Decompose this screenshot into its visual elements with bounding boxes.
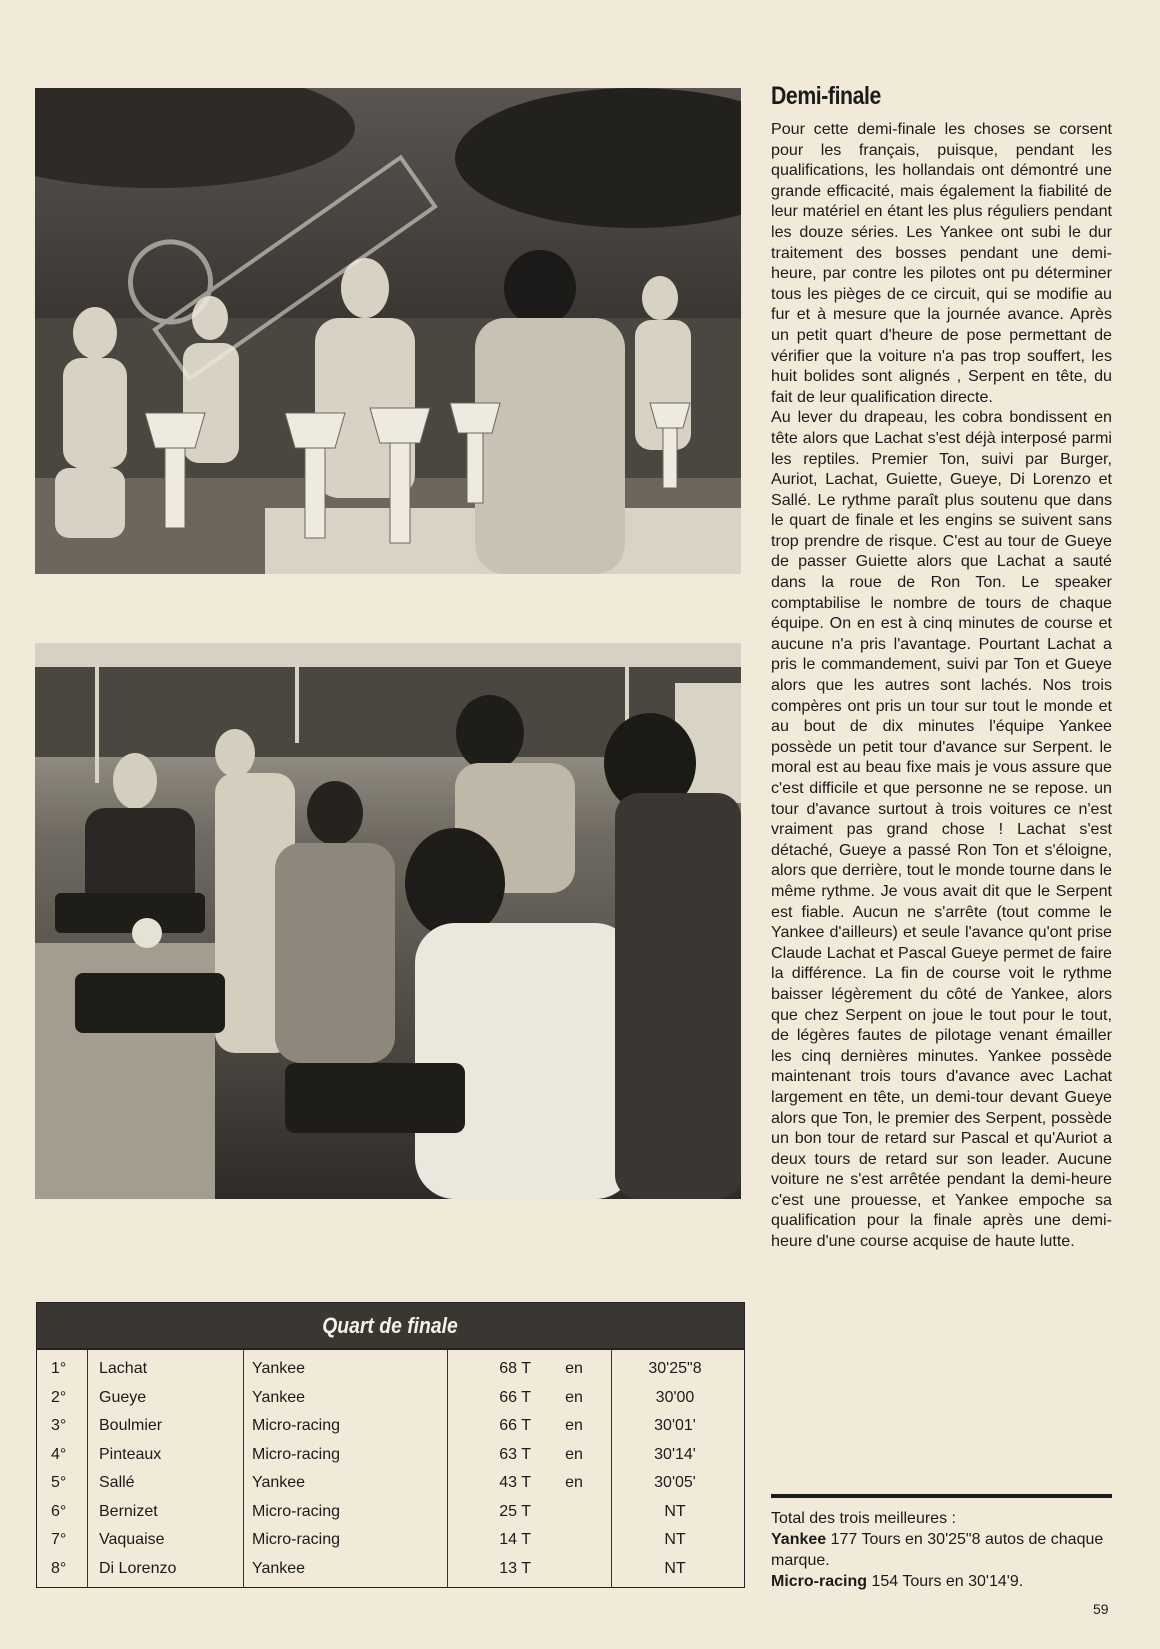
table-row	[37, 1471, 744, 1497]
pilot-cell: Vaquaise	[99, 1531, 165, 1548]
totals-micro-label: Micro-racing	[771, 1573, 868, 1590]
totals-yankee-label: Yankee	[771, 1531, 827, 1548]
time-cell: 30'25"8	[648, 1360, 702, 1377]
pilot-cell: Gueye	[99, 1388, 147, 1406]
laps-cell: 66 T	[499, 1388, 531, 1406]
results-table	[36, 1302, 745, 1588]
position-cell: 6°	[51, 1502, 67, 1520]
pilot-cell: Bernizet	[99, 1502, 158, 1520]
team-cell: Micro-racing	[252, 1531, 341, 1548]
table-row	[37, 1557, 744, 1583]
team-cell: Yankee	[252, 1360, 306, 1377]
team-cell: Micro-racing	[252, 1502, 341, 1520]
laps-cell: 25 T	[499, 1502, 531, 1520]
team-cell: Micro-racing	[252, 1445, 341, 1463]
results-table-body	[37, 1350, 744, 1587]
pilot-cell: Lachat	[99, 1360, 148, 1377]
time-cell: 30'00	[655, 1388, 695, 1406]
en-cell: en	[565, 1388, 583, 1406]
time-cell: NT	[664, 1531, 686, 1548]
pilot-cell: Sallé	[99, 1474, 135, 1491]
table-row	[37, 1500, 744, 1526]
article-column	[771, 82, 1112, 1252]
table-row	[37, 1443, 744, 1469]
article-heading: Demi-finale	[771, 82, 881, 110]
position-cell: 7°	[51, 1531, 67, 1548]
time-cell: NT	[664, 1502, 686, 1520]
table-row	[37, 1357, 744, 1383]
table-row	[37, 1528, 744, 1554]
results-table-title: Quart de finale	[322, 1312, 459, 1338]
en-cell: en	[565, 1417, 583, 1434]
laps-cell: 43 T	[499, 1474, 531, 1491]
time-cell: 30'05'	[654, 1474, 696, 1491]
team-cell: Yankee	[252, 1388, 306, 1406]
pilot-cell: Di Lorenzo	[99, 1559, 177, 1577]
laps-cell: 63 T	[499, 1445, 531, 1463]
team-cell: Micro-racing	[252, 1417, 341, 1434]
position-cell: 1°	[51, 1360, 67, 1377]
pit-area-photo	[35, 643, 741, 1199]
position-cell: 5°	[51, 1474, 67, 1491]
pilot-cell: Pinteaux	[99, 1445, 162, 1463]
results-table-header	[37, 1303, 744, 1350]
pilot-cell: Boulmier	[99, 1417, 163, 1434]
totals-yankee-text: 177 Tours en 30'25"8 autos de chaque marque.	[771, 1531, 1104, 1569]
team-cell: Yankee	[252, 1474, 306, 1491]
position-cell: 3°	[51, 1417, 67, 1434]
time-cell: 30'14'	[654, 1445, 696, 1463]
position-cell: 2°	[51, 1388, 67, 1406]
totals-micro	[771, 1571, 1116, 1592]
section-rule	[771, 1494, 1112, 1498]
totals-box	[771, 1508, 1116, 1592]
time-cell: 30'01'	[654, 1417, 696, 1434]
totals-intro: Total des trois meilleures :	[771, 1510, 956, 1527]
en-cell: en	[565, 1445, 583, 1463]
table-row	[37, 1386, 744, 1412]
laps-cell: 13 T	[499, 1559, 531, 1577]
laps-cell: 66 T	[499, 1417, 531, 1434]
position-cell: 4°	[51, 1445, 67, 1463]
totals-yankee	[771, 1529, 1116, 1571]
laps-cell: 68 T	[499, 1360, 531, 1377]
article-paragraph: Au lever du drapeau, les cobra bondissent en tête alors que Lachat s'est déjà interposé parmi les reptiles. Premier Ton, suivi par Burger, Auriot, Lachat, Guiette, Gueye, Di Lorenzo et Sallé. Le rythme paraît plus soutenu que dans le quart de finale et les engins se suivent sans trop prendre de risque. C'est au tour de Gueye de passer Guiette alors que Lachat a sauté dans la roue de Ron Ton. Le speaker comptabilise le nombre de tours de chaque équipe. On en est à cinq minutes de course et aucune n'a pris l'avantage. Pourtant Lachat a pris le commandement, suivi par Ton et Gueye alors que les autres sont lachés. Nos trois compères ont pris un tour sur tout le monde et au bout de dix minutes l'équipe Yankee possède un petit tour d'avance sur Serpent. le moral est au beau fixe mais je vous assure que c'est difficile et que personne ne se repose. un tour d'avance surtout à trois voitures ce n'est vraiment pas grand chose ! Lachat s'est détaché, Gueye a passé Ron Ton et s'éloigne, alors que derrière, tout le monde tourne dans le même rythme. Je vous avait dit que le Serpent est fiable. Aucun ne s'arrête (tout comme le Yankee d'ailleurs) et seule l'avance qu'ont prise Claude Lachat et Pascal Gueye permet de faire la différence. La fin de course voit le rythme baisser légèrement du côté de Yankee, alors que chez Serpent on joue le tout pour le tout, de légères fautes de pilotage venant émailler les cinq dernières minutes. Yankee possède maintenant trois tours d'avance avec Lachat largement en tête, un demi-tour devant Gueye alors que Ton, le premier des Serpent, possède un bon tour de retard sur Pascal et qu'Auriot a deux tours de retard sur son leader. Aucune voiture ne s'est arrêtée pendant la demi-heure c'est une prouesse, et Yankee empoche sa qualification pour la finale après une demi-heure d'une course acquise de haute lutte.	[771, 408, 1112, 1251]
trophy-ceremony-photo	[35, 88, 741, 574]
en-cell: en	[565, 1360, 583, 1377]
table-row	[37, 1414, 744, 1440]
article-paragraph: Pour cette demi-finale les choses se corsent pour les français, puisque, pendant les qualifications, les hollandais ont démontré une grande efficacité, mais également la fiabilité de leur matériel en étant les plus réguliers pendant les douze séries. Les Yankee ont subi le dur traitement des bosses pendant une demi-heure, par contre les pilotes ont pu déterminer tous les pièges de ce circuit, qui se modifie au fur et à mesure que la journée avance. Après un petit quart d'heure de pose permettant de vérifier que la voiture n'a pas trop souffert, les huit bolides sont alignés , Serpent en tête, du fait de leur qualification directe.	[771, 120, 1112, 406]
laps-cell: 14 T	[499, 1531, 531, 1548]
en-cell: en	[565, 1474, 583, 1491]
team-cell: Yankee	[252, 1559, 306, 1577]
position-cell: 8°	[51, 1559, 67, 1577]
time-cell: NT	[664, 1559, 686, 1577]
totals-micro-text: 154 Tours en 30'14'9.	[867, 1573, 1024, 1590]
article-body	[771, 119, 1112, 1252]
page-number: 59	[1093, 1601, 1109, 1617]
